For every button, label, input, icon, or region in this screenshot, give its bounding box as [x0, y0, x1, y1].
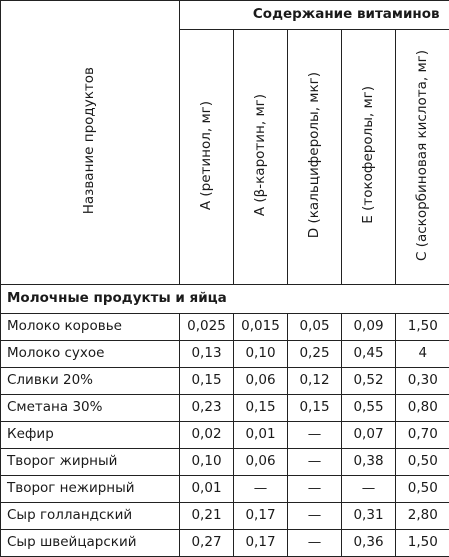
product-name: Молоко сухое: [1, 341, 180, 368]
value-cell: 0,30: [396, 368, 449, 395]
vitamin-group-header: Содержание витаминов: [180, 1, 449, 30]
value-cell: 0,70: [396, 422, 449, 449]
value-cell: 0,21: [180, 503, 234, 530]
product-name: Сливки 20%: [1, 368, 180, 395]
product-name: Молоко коровье: [1, 314, 180, 341]
value-cell: —: [288, 503, 342, 530]
section-title: Молочные продукты и яйца: [1, 285, 449, 314]
value-cell: 0,38: [342, 449, 396, 476]
value-cell: 0,15: [288, 395, 342, 422]
value-cell: —: [342, 476, 396, 503]
column-header-label: Е (токоферолы, мг): [362, 86, 376, 224]
value-cell: 0,15: [180, 368, 234, 395]
section-row: [1, 285, 449, 314]
value-cell: 0,01: [180, 476, 234, 503]
value-cell: 0,52: [342, 368, 396, 395]
value-cell: 0,17: [234, 503, 288, 530]
header-row-top: [1, 1, 449, 30]
column-header-label: А (ретинол, мг): [200, 101, 214, 210]
column-header-label: D (кальциферолы, мкг): [308, 72, 322, 238]
table-row: [1, 341, 449, 368]
value-cell: 0,15: [234, 395, 288, 422]
product-name: Сметана 30%: [1, 395, 180, 422]
table-row: [1, 422, 449, 449]
value-cell: 2,80: [396, 503, 449, 530]
value-cell: 0,09: [342, 314, 396, 341]
product-name: Творог жирный: [1, 449, 180, 476]
value-cell: 0,45: [342, 341, 396, 368]
product-name: Творог нежирный: [1, 476, 180, 503]
table-row: [1, 314, 449, 341]
value-cell: 0,36: [342, 530, 396, 557]
table-row: [1, 476, 449, 503]
value-cell: 0,31: [342, 503, 396, 530]
value-cell: 0,12: [288, 368, 342, 395]
column-header-tocopherols: [342, 30, 396, 285]
product-column-header: [1, 1, 180, 285]
value-cell: 0,025: [180, 314, 234, 341]
value-cell: 0,07: [342, 422, 396, 449]
value-cell: 0,25: [288, 341, 342, 368]
table-row: [1, 449, 449, 476]
value-cell: —: [234, 476, 288, 503]
value-cell: 0,015: [234, 314, 288, 341]
value-cell: 0,02: [180, 422, 234, 449]
value-cell: —: [288, 530, 342, 557]
column-header-beta-carotene: [234, 30, 288, 285]
value-cell: 0,17: [234, 530, 288, 557]
value-cell: 4: [396, 341, 449, 368]
column-header-label: С (аскорбиновая кислота, мг): [416, 50, 430, 261]
value-cell: 0,10: [180, 449, 234, 476]
table-row: [1, 368, 449, 395]
value-cell: 0,50: [396, 476, 449, 503]
value-cell: 0,13: [180, 341, 234, 368]
column-header-label: А (β-каротин, мг): [254, 94, 268, 216]
product-column-label: Название продуктов: [83, 67, 97, 214]
product-name: Кефир: [1, 422, 180, 449]
table-row: [1, 530, 449, 557]
value-cell: 1,50: [396, 314, 449, 341]
product-name: Сыр голландский: [1, 503, 180, 530]
value-cell: 0,55: [342, 395, 396, 422]
value-cell: 0,80: [396, 395, 449, 422]
value-cell: 0,01: [234, 422, 288, 449]
value-cell: —: [288, 449, 342, 476]
value-cell: 0,27: [180, 530, 234, 557]
value-cell: 0,06: [234, 449, 288, 476]
value-cell: 0,05: [288, 314, 342, 341]
column-header-calciferols: [288, 30, 342, 285]
table-row: [1, 503, 449, 530]
value-cell: —: [288, 476, 342, 503]
value-cell: 0,50: [396, 449, 449, 476]
value-cell: 1,50: [396, 530, 449, 557]
value-cell: 0,10: [234, 341, 288, 368]
value-cell: —: [288, 422, 342, 449]
column-header-ascorbic-acid: [396, 30, 449, 285]
value-cell: 0,23: [180, 395, 234, 422]
column-header-retinol: [180, 30, 234, 285]
table-row: [1, 395, 449, 422]
value-cell: 0,06: [234, 368, 288, 395]
product-name: Сыр швейцарский: [1, 530, 180, 557]
